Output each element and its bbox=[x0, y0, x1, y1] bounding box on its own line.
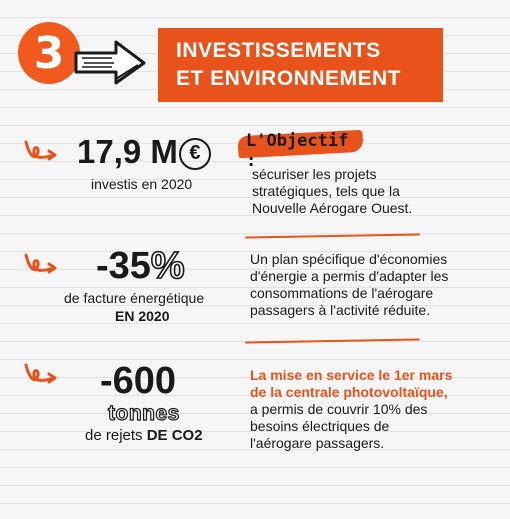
investment-caption: investis en 2020 bbox=[91, 176, 193, 192]
title-line-2: ET ENVIRONNEMENT bbox=[176, 67, 402, 90]
desc-line: l'aérogare passagers. bbox=[250, 435, 385, 451]
desc-line: stratégiques, tels que la bbox=[252, 183, 400, 199]
energy-value: -35 bbox=[96, 245, 151, 287]
energy-year: EN 2020 bbox=[115, 308, 170, 324]
section-title bbox=[158, 28, 443, 102]
divider bbox=[245, 338, 420, 343]
solar-description bbox=[250, 367, 480, 452]
co2-unit: tonnes bbox=[108, 402, 180, 425]
euro-icon: € bbox=[179, 138, 211, 170]
energy-caption: de facture énergétique bbox=[64, 290, 205, 306]
objectif-label: L'Objectif : bbox=[246, 131, 349, 171]
desc-highlight: La mise en service le 1er mars bbox=[250, 367, 453, 383]
objectif-description bbox=[252, 166, 462, 217]
investment-amount bbox=[77, 133, 211, 171]
title-line-1: INVESTISSEMENTS bbox=[176, 39, 381, 62]
co2-reduction: -600 bbox=[100, 360, 177, 402]
objectif-tag bbox=[238, 128, 366, 171]
energy-description bbox=[250, 251, 490, 319]
desc-line: sécuriser les projets bbox=[252, 166, 377, 182]
desc-line: Un plan spécifique d'économies bbox=[250, 251, 448, 267]
section-number: 3 bbox=[33, 27, 65, 79]
co2-prefix: de rejets bbox=[85, 427, 147, 444]
co2-caption bbox=[85, 427, 203, 444]
swirl-arrow-icon bbox=[22, 361, 58, 387]
energy-reduction bbox=[96, 245, 185, 288]
swirl-arrow-icon bbox=[22, 138, 58, 164]
desc-line: passagers à l'activité réduite. bbox=[250, 302, 431, 318]
desc-highlight: de la centrale photovoltaïque, bbox=[250, 384, 448, 400]
percent-sign: % bbox=[150, 245, 185, 287]
arrow-right-icon bbox=[72, 36, 150, 88]
investment-value: 17,9 M bbox=[77, 133, 178, 170]
divider bbox=[245, 233, 420, 238]
desc-line: d'énergie a permis d'adapter les bbox=[250, 268, 449, 284]
co2-bold: DE CO2 bbox=[146, 427, 203, 444]
swirl-arrow-icon bbox=[22, 251, 58, 277]
desc-line: besoins électriques de bbox=[250, 418, 390, 434]
section-number-badge bbox=[18, 22, 80, 84]
desc-line: Nouvelle Aérogare Ouest. bbox=[252, 200, 413, 216]
desc-line: a permis de couvrir 10% des bbox=[250, 401, 428, 417]
desc-line: consommations de l'aérogare bbox=[250, 285, 434, 301]
